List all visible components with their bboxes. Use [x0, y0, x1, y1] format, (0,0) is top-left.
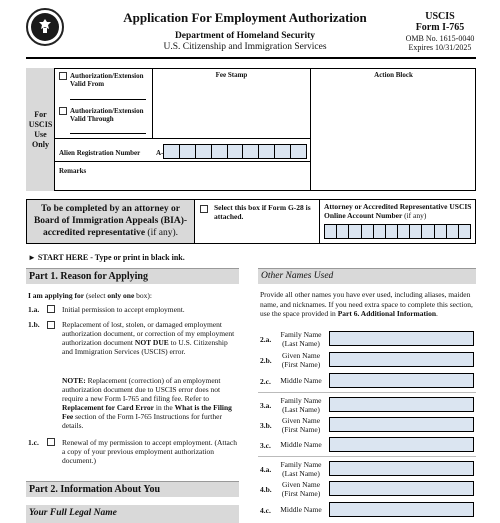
valid-through-line	[70, 133, 146, 134]
given-name-label: Given Name (First Name)	[281, 351, 321, 369]
replacement-note: NOTE: Replacement (correction) of an employment authorization document due to USCIS error does not require a new Form I-765 and filing fee. Refer to Replacement for Card Error in the What is the Filing Fee section of the Form I-765 Instructions for further details.	[62, 376, 232, 430]
middle-name-label: Middle Name	[280, 376, 322, 385]
fee-stamp-label: Fee Stamp	[215, 71, 248, 79]
field-number: 3.c.	[260, 441, 271, 450]
action-block-label: Action Block	[374, 71, 413, 79]
given-name-input[interactable]	[329, 417, 474, 432]
family-name-label: Family Name (Last Name)	[280, 330, 322, 348]
middle-name-label: Middle Name	[280, 440, 322, 449]
valid-through-checkbox[interactable]	[59, 107, 67, 115]
middle-name-input[interactable]	[329, 502, 474, 517]
middle-name-label: Middle Name	[280, 505, 322, 514]
given-name-label: Given Name (First Name)	[281, 480, 321, 498]
valid-from-checkbox[interactable]	[59, 72, 67, 80]
expiration-date: Expires 10/31/2025	[408, 43, 472, 52]
omb-number: OMB No. 1615-0040	[405, 34, 475, 43]
renewal-label: Renewal of my permission to accept employment. (Attach a copy of your previous employment authorization document.)	[62, 438, 237, 465]
item-number: 1.b.	[28, 320, 40, 329]
department-name: Department of Homeland Security	[174, 31, 316, 41]
field-number: 2.c.	[260, 377, 271, 386]
g28-checkbox[interactable]	[200, 205, 208, 213]
valid-from-label: Authorization/Extension Valid From	[70, 72, 144, 88]
online-account-input[interactable]	[324, 224, 471, 239]
family-name-label: Family Name (Last Name)	[280, 460, 322, 478]
field-number: 4.c.	[260, 506, 271, 515]
valid-through-label: Authorization/Extension Valid Through	[70, 107, 144, 123]
given-name-input[interactable]	[329, 352, 474, 367]
field-number: 3.a.	[260, 401, 272, 410]
uscis-use-only-label: For USCIS Use Only	[28, 110, 53, 149]
divider	[258, 392, 476, 393]
agency-name: U.S. Citizenship and Immigration Services	[163, 42, 327, 52]
eagle-icon	[38, 18, 52, 34]
replacement-label: Replacement of lost, stolen, or damaged employment authorization document, or correction of my employment authorization document NOT DUE to U.S. Citizenship and Immigration Services (USCIS) error.	[62, 320, 235, 356]
alien-registration-input[interactable]	[163, 144, 307, 159]
middle-name-input[interactable]	[329, 373, 474, 388]
field-number: 4.b.	[260, 485, 272, 494]
divider	[310, 68, 311, 191]
replacement-checkbox[interactable]	[47, 321, 55, 329]
other-names-title: Other Names Used	[261, 271, 334, 281]
field-number: 2.a.	[260, 335, 272, 344]
divider	[55, 161, 310, 162]
field-number: 4.a.	[260, 465, 272, 474]
family-name-input[interactable]	[329, 461, 474, 476]
form-number: Form I-765	[415, 22, 465, 33]
other-names-instructions: Provide all other names you have ever used, including aliases, maiden name, and nicknames. If you need extra space to complete this section, use the space provided in Part 6. Additional Information.	[260, 290, 473, 318]
g28-label: Select this box if Form G-28 is attached.	[214, 203, 311, 221]
divider	[258, 456, 476, 457]
start-here-instruction: ► START HERE - Type or print in black ink.	[28, 253, 185, 262]
renewal-checkbox[interactable]	[47, 438, 55, 446]
alien-registration-prefix: A-	[156, 149, 164, 157]
online-account-label: Attorney or Accredited Representative USCIS Online Account Number (if any)	[324, 202, 472, 220]
alien-registration-label: Alien Registration Number	[59, 149, 141, 157]
header-rule	[26, 57, 476, 59]
legal-name-heading: Your Full Legal Name	[29, 508, 117, 518]
family-name-label: Family Name (Last Name)	[280, 396, 322, 414]
family-name-input[interactable]	[329, 397, 474, 412]
item-number: 1.c.	[28, 438, 39, 447]
given-name-label: Given Name (First Name)	[281, 416, 321, 434]
field-number: 2.b.	[260, 356, 272, 365]
given-name-input[interactable]	[329, 481, 474, 496]
field-number: 3.b.	[260, 421, 272, 430]
attorney-instructions: To be completed by an attorney or Board of Immigration Appeals (BIA)-accredited representative (if any).	[33, 204, 188, 238]
form-title: Application For Employment Authorization	[123, 10, 367, 25]
part1-title: Part 1. Reason for Applying	[29, 271, 148, 282]
uscis-label: USCIS	[425, 11, 455, 22]
initial-permission-label: Initial permission to accept employment.	[62, 305, 185, 314]
initial-permission-checkbox[interactable]	[47, 305, 55, 313]
item-number: 1.a.	[28, 305, 40, 314]
middle-name-input[interactable]	[329, 437, 474, 452]
valid-from-line	[70, 99, 146, 100]
part2-title: Part 2. Information About You	[29, 484, 161, 495]
divider	[55, 138, 310, 139]
remarks-label: Remarks	[59, 167, 87, 175]
family-name-input[interactable]	[329, 331, 474, 346]
applying-for-text: I am applying for (select only one box):	[28, 291, 152, 300]
